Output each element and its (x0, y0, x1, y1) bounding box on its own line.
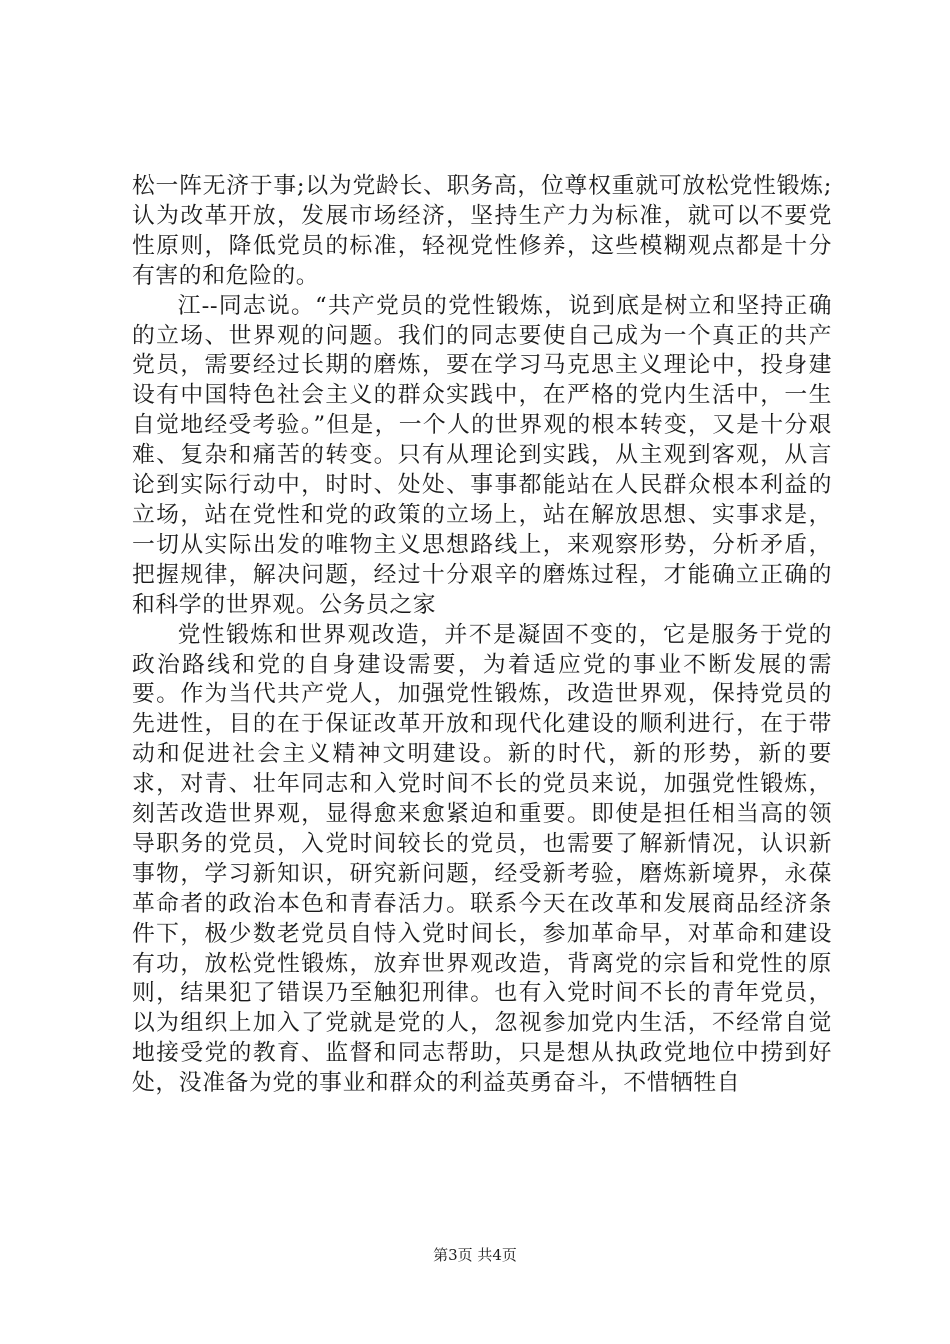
paragraph-2: 江--同志说。“共产党员的党性锻炼，说到底是树立和坚持正确的立场、世界观的问题。我们的同志要使自己成为一个真正的共产党员，需要经过长期的磨炼，要在学习马克思主义理论中，投身建设有中国特色社会主义的群众实践中，在严格的党内生活中，一生自觉地经受考验。”但是，一个人的世界观的根本转变，又是十分艰难、复杂和痛苦的转变。只有从理论到实践，从主观到客观，从言论到实际行动中，时时、处处、事事都能站在人民群众根本利益的立场，站在党性和党的政策的立场上，站在解放思想、实事求是，一切从实际出发的唯物主义思想路线上，来观察形势，分析矛盾，把握规律，解决问题，经过十分艰辛的磨炼过程，才能确立正确的和科学的世界观。公务员之家 (132, 292, 832, 618)
page-number-footer: 第3页 共4页 (433, 1246, 517, 1264)
paragraph-3: 党性锻炼和世界观改造，并不是凝固不变的，它是服务于党的政治路线和党的自身建设需要，为着适应党的事业不断发展的需要。作为当代共产党人，加强党性锻炼，改造世界观，保持党员的先进性，目的在于保证改革开放和现代化建设的顺利进行，在于带动和促进社会主义精神文明建设。新的时代，新的形势，新的要求，对青、壮年同志和入党时间不长的党员来说，加强党性锻炼，刻苦改造世界观，显得愈来愈紧迫和重要。即使是担任相当高的领导职务的党员，入党时间较长的党员，也需要了解新情况，认识新事物，学习新知识，研究新问题，经受新考验，磨炼新境界，永葆革命者的政治本色和青春活力。联系今天在改革和发展商品经济条件下，极少数老党员自恃入党时间长，参加革命早，对革命和建设有功，放松党性锻炼，放弃世界观改造，背离党的宗旨和党性的原则，结果犯了错误乃至触犯刑律。也有入党时间不长的青年党员，以为组织上加入了党就是党的人，忽视参加党内生活，不经常自觉地接受党的教育、监督和同志帮助，只是想从执政党地位中捞到好处，没准备为党的事业和群众的利益英勇奋斗，不惜牺牲自 (132, 621, 832, 1097)
document-body (132, 172, 832, 1099)
paragraph-1: 松一阵无济于事;以为党龄长、职务高，位尊权重就可放松党性锻炼;认为改革开放，发展市场经济，坚持生产力为标准，就可以不要党性原则，降低党员的标准，轻视党性修养，这些模糊观点都是十分有害的和危险的。 (132, 173, 832, 289)
